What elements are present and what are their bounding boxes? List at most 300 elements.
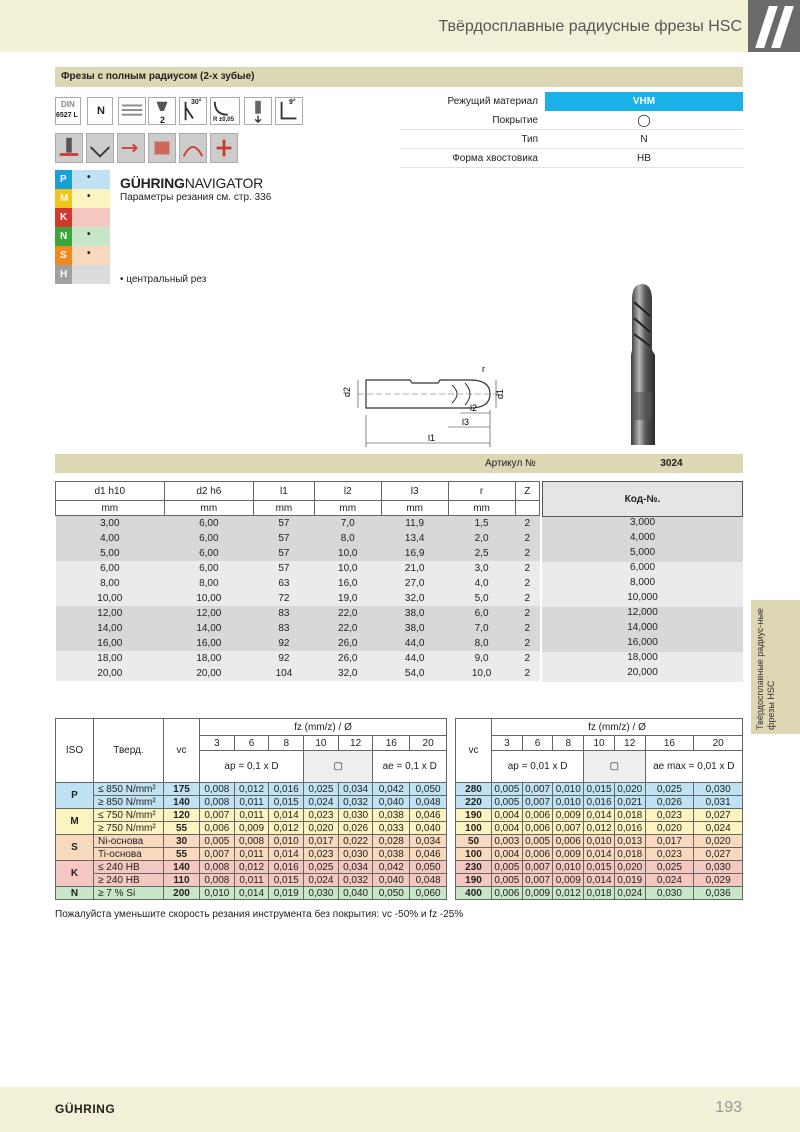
vc-value: 110 bbox=[164, 874, 200, 887]
table-row bbox=[56, 501, 540, 516]
fz-value: 0,016 bbox=[584, 796, 615, 809]
ae-label: ae = 0,1 x D bbox=[373, 751, 447, 783]
svg-text:l1: l1 bbox=[428, 433, 436, 443]
fz-value: 0,011 bbox=[234, 874, 269, 887]
table-cell: d2 h6 bbox=[164, 482, 253, 501]
table-cell: 8,00 bbox=[199, 577, 219, 589]
fz-value: 0,021 bbox=[614, 796, 645, 809]
fz-value: 0,046 bbox=[410, 848, 447, 861]
table-row bbox=[56, 666, 540, 681]
table-cell bbox=[515, 501, 539, 516]
table-cell: mm bbox=[254, 501, 315, 516]
table-cell: 3,0 bbox=[474, 562, 489, 574]
cutting-table-left bbox=[55, 718, 447, 900]
footnote: Пожалуйста уменьшите скорость резания инструмента без покрытия: vc -50% и fz -25% bbox=[55, 909, 464, 920]
fz-value: 0,018 bbox=[614, 848, 645, 861]
cutting-row bbox=[456, 835, 743, 848]
fz-value: 0,023 bbox=[645, 809, 694, 822]
hardness: Ti-основа bbox=[94, 848, 164, 861]
table-cell: 20,00 bbox=[196, 667, 222, 679]
diameter-header: 6 bbox=[522, 736, 553, 751]
fz-value: 0,015 bbox=[269, 796, 304, 809]
iso-letter: K bbox=[55, 208, 72, 227]
iso-dot: • bbox=[87, 191, 91, 202]
cutting-row bbox=[56, 822, 447, 835]
cutting-row bbox=[56, 861, 447, 874]
iso-dot: • bbox=[87, 172, 91, 183]
diameter-header: 20 bbox=[694, 736, 743, 751]
fz-value: 0,015 bbox=[269, 874, 304, 887]
table-row bbox=[56, 576, 540, 591]
vc-header: vc bbox=[164, 719, 200, 783]
table-row bbox=[56, 621, 540, 636]
diameter-header: 6 bbox=[234, 736, 269, 751]
fz-value: 0,030 bbox=[694, 861, 743, 874]
diameter-header: 3 bbox=[492, 736, 523, 751]
hardness: ≥ 750 N/mm² bbox=[94, 822, 164, 835]
ap-label: ap = 0,1 x D bbox=[200, 751, 304, 783]
table-cell: 57 bbox=[278, 532, 290, 544]
fz-value: 0,006 bbox=[200, 822, 235, 835]
iso-row-m bbox=[55, 189, 110, 208]
cutting-row bbox=[456, 848, 743, 861]
fz-value: 0,026 bbox=[645, 796, 694, 809]
code-value: 8,000 bbox=[542, 577, 743, 592]
spec-coating: Покрытие ◯ bbox=[400, 111, 743, 130]
table-cell: 32,0 bbox=[404, 592, 425, 604]
fz-value: 0,006 bbox=[492, 887, 523, 900]
fz-value: 0,005 bbox=[492, 796, 523, 809]
table-cell: 63 bbox=[278, 577, 290, 589]
table-cell: 2 bbox=[524, 637, 531, 649]
iso-letter: N bbox=[55, 227, 72, 246]
table-cell: 9,0 bbox=[474, 652, 489, 664]
vc-value: 55 bbox=[164, 848, 200, 861]
fz-value: 0,007 bbox=[553, 822, 584, 835]
table-cell: 16,00 bbox=[97, 637, 123, 649]
fz-value: 0,010 bbox=[553, 783, 584, 796]
fz-value: 0,004 bbox=[492, 822, 523, 835]
table-cell: 16,9 bbox=[404, 547, 425, 559]
flutes-icon: 2 bbox=[148, 97, 176, 125]
fz-value: 0,032 bbox=[338, 874, 373, 887]
code-value: 12,000 bbox=[542, 607, 743, 622]
diameter-header: 16 bbox=[373, 736, 410, 751]
fz-value: 0,006 bbox=[522, 822, 553, 835]
cutting-row bbox=[456, 861, 743, 874]
fz-value: 0,060 bbox=[410, 887, 447, 900]
table-cell: 38,0 bbox=[404, 622, 425, 634]
fz-value: 0,027 bbox=[694, 809, 743, 822]
application-icon bbox=[148, 133, 176, 163]
fz-value: 0,040 bbox=[373, 874, 410, 887]
table-row bbox=[56, 606, 540, 621]
fz-value: 0,050 bbox=[410, 861, 447, 874]
fz-value: 0,005 bbox=[492, 783, 523, 796]
fz-value: 0,009 bbox=[553, 848, 584, 861]
code-value: 6,000 bbox=[542, 562, 743, 577]
iso-letter: H bbox=[55, 265, 72, 284]
table-cell: 22,0 bbox=[338, 622, 358, 634]
vc-value: 30 bbox=[164, 835, 200, 848]
table-cell: 10,0 bbox=[338, 562, 358, 574]
fz-value: 0,003 bbox=[492, 835, 523, 848]
fz-value: 0,004 bbox=[492, 848, 523, 861]
fz-value: 0,015 bbox=[584, 783, 615, 796]
tool-photo bbox=[622, 280, 666, 450]
vc-value: 140 bbox=[164, 861, 200, 874]
fz-value: 0,010 bbox=[584, 835, 615, 848]
fz-header: fz (mm/z) / Ø bbox=[492, 719, 743, 736]
fz-value: 0,030 bbox=[338, 809, 373, 822]
fz-value: 0,050 bbox=[373, 887, 410, 900]
fz-value: 0,020 bbox=[694, 835, 743, 848]
fz-value: 0,033 bbox=[373, 822, 410, 835]
fz-value: 0,034 bbox=[410, 835, 447, 848]
table-cell: 2,5 bbox=[474, 547, 489, 559]
table-cell: 6,00 bbox=[199, 532, 219, 544]
svg-text:l2: l2 bbox=[470, 403, 478, 413]
fz-value: 0,034 bbox=[338, 861, 373, 874]
table-row bbox=[56, 531, 540, 546]
vc-value: 100 bbox=[456, 822, 492, 835]
table-cell: 44,0 bbox=[404, 637, 425, 649]
radius-tolerance-icon: R ±0,05 bbox=[210, 97, 240, 125]
diameter-header: 8 bbox=[553, 736, 584, 751]
table-cell: l1 bbox=[254, 482, 315, 501]
vc-value: 50 bbox=[456, 835, 492, 848]
table-cell: 2 bbox=[524, 577, 531, 589]
type-n-icon: N bbox=[87, 97, 113, 125]
code-header: Код-№. bbox=[542, 481, 743, 517]
fz-value: 0,010 bbox=[553, 796, 584, 809]
fz-value: 0,046 bbox=[410, 809, 447, 822]
fz-value: 0,029 bbox=[694, 874, 743, 887]
hardness: ≤ 240 HB bbox=[94, 861, 164, 874]
table-cell: 21,0 bbox=[404, 562, 425, 574]
table-cell: 92 bbox=[278, 637, 290, 649]
table-cell: 5,00 bbox=[100, 547, 120, 559]
table-cell: 10,00 bbox=[196, 592, 222, 604]
code-value: 16,000 bbox=[542, 637, 743, 652]
fz-value: 0,023 bbox=[304, 848, 339, 861]
vc-value: 175 bbox=[164, 783, 200, 796]
brand-corner-logo bbox=[748, 0, 800, 52]
spec-type: Тип N bbox=[400, 130, 743, 149]
cutting-row bbox=[456, 874, 743, 887]
cutting-row bbox=[56, 874, 447, 887]
fz-value: 0,030 bbox=[645, 887, 694, 900]
table-cell: 57 bbox=[278, 517, 290, 529]
fz-value: 0,014 bbox=[584, 809, 615, 822]
fz-value: 0,009 bbox=[522, 887, 553, 900]
code-value: 3,000 bbox=[542, 517, 743, 532]
svg-text:l3: l3 bbox=[462, 417, 470, 427]
table-cell: 2 bbox=[524, 562, 531, 574]
table-cell: 38,0 bbox=[404, 607, 425, 619]
table-cell: 8,00 bbox=[100, 577, 120, 589]
fz-value: 0,030 bbox=[304, 887, 339, 900]
fz-value: 0,017 bbox=[304, 835, 339, 848]
iso-group: K bbox=[56, 861, 94, 887]
fz-value: 0,032 bbox=[338, 796, 373, 809]
table-cell: 8,0 bbox=[474, 637, 489, 649]
table-cell: 14,00 bbox=[196, 622, 222, 634]
fz-value: 0,040 bbox=[373, 796, 410, 809]
fz-value: 0,014 bbox=[269, 848, 304, 861]
vc-value: 280 bbox=[456, 783, 492, 796]
table-cell: 20,00 bbox=[97, 667, 123, 679]
fz-value: 0,013 bbox=[614, 835, 645, 848]
fz-value: 0,030 bbox=[338, 848, 373, 861]
fz-value: 0,019 bbox=[269, 887, 304, 900]
iso-dot: • bbox=[87, 248, 91, 259]
diameter-header: 10 bbox=[584, 736, 615, 751]
fz-value: 0,007 bbox=[522, 783, 553, 796]
iso-group: N bbox=[56, 887, 94, 900]
fz-value: 0,025 bbox=[645, 861, 694, 874]
iso-group: P bbox=[56, 783, 94, 809]
diameter-header: 10 bbox=[304, 736, 339, 751]
table-cell: mm bbox=[381, 501, 448, 516]
center-cut-icon bbox=[244, 97, 272, 125]
table-cell: 10,0 bbox=[471, 667, 492, 679]
table-cell: d1 h10 bbox=[56, 482, 165, 501]
iso-letter: M bbox=[55, 189, 72, 208]
table-cell: 6,00 bbox=[199, 517, 219, 529]
hardness-header: Тверд. bbox=[94, 719, 164, 783]
code-value: 20,000 bbox=[542, 667, 743, 682]
fz-value: 0,025 bbox=[645, 783, 694, 796]
fz-value: 0,042 bbox=[373, 861, 410, 874]
fz-value: 0,007 bbox=[522, 861, 553, 874]
svg-text:d1: d1 bbox=[495, 388, 505, 399]
fz-value: 0,007 bbox=[522, 796, 553, 809]
fz-value: 0,008 bbox=[200, 861, 235, 874]
table-cell: 2 bbox=[524, 622, 531, 634]
fz-value: 0,005 bbox=[492, 861, 523, 874]
table-cell: mm bbox=[164, 501, 253, 516]
cutting-row bbox=[56, 783, 447, 796]
iso-row-h bbox=[55, 265, 110, 284]
fz-value: 0,050 bbox=[410, 783, 447, 796]
hardness: Ni-основа bbox=[94, 835, 164, 848]
fz-value: 0,014 bbox=[234, 887, 269, 900]
diameter-header: 16 bbox=[645, 736, 694, 751]
fz-value: 0,016 bbox=[269, 861, 304, 874]
table-cell: 7,0 bbox=[340, 517, 355, 529]
table-cell: 19,0 bbox=[338, 592, 358, 604]
fz-value: 0,020 bbox=[614, 861, 645, 874]
fz-value: 0,006 bbox=[522, 809, 553, 822]
table-cell: 1,5 bbox=[474, 517, 489, 529]
table-cell: 13,4 bbox=[404, 532, 425, 544]
iso-dot: • bbox=[87, 229, 91, 240]
article-band: Артикул № 3024 bbox=[55, 454, 743, 473]
fz-value: 0,028 bbox=[373, 835, 410, 848]
table-cell: mm bbox=[448, 501, 515, 516]
fz-value: 0,027 bbox=[694, 848, 743, 861]
diameter-header: 12 bbox=[614, 736, 645, 751]
fz-value: 0,015 bbox=[584, 861, 615, 874]
fz-value: 0,024 bbox=[694, 822, 743, 835]
table-cell: mm bbox=[314, 501, 381, 516]
fz-value: 0,030 bbox=[694, 783, 743, 796]
table-cell: 11,9 bbox=[405, 517, 425, 529]
application-icon bbox=[210, 133, 238, 163]
fz-value: 0,009 bbox=[553, 874, 584, 887]
diameter-header: 12 bbox=[338, 736, 373, 751]
cutting-row bbox=[56, 835, 447, 848]
table-row bbox=[56, 651, 540, 666]
fz-value: 0,012 bbox=[553, 887, 584, 900]
table-cell: 72 bbox=[278, 592, 290, 604]
iso-letter: P bbox=[55, 170, 72, 189]
code-value: 18,000 bbox=[542, 652, 743, 667]
iso-group: S bbox=[56, 835, 94, 861]
table-row bbox=[56, 591, 540, 606]
table-cell: 104 bbox=[275, 667, 293, 679]
fz-value: 0,020 bbox=[614, 783, 645, 796]
vc-value: 230 bbox=[456, 861, 492, 874]
fz-value: 0,014 bbox=[584, 848, 615, 861]
table-cell: 54,0 bbox=[404, 667, 425, 679]
fz-value: 0,008 bbox=[200, 796, 235, 809]
fz-value: 0,019 bbox=[614, 874, 645, 887]
table-cell: mm bbox=[56, 501, 165, 516]
iso-row-n bbox=[55, 227, 110, 246]
section-title: Фрезы с полным радиусом (2-х зубые) bbox=[55, 67, 743, 87]
fz-value: 0,012 bbox=[584, 822, 615, 835]
fz-value: 0,014 bbox=[584, 874, 615, 887]
vc-value: 190 bbox=[456, 809, 492, 822]
fz-value: 0,048 bbox=[410, 874, 447, 887]
fz-value: 0,005 bbox=[200, 835, 235, 848]
fz-value: 0,010 bbox=[200, 887, 235, 900]
page-number: 193 bbox=[715, 1099, 742, 1116]
table-cell: 26,0 bbox=[338, 652, 358, 664]
code-value: 4,000 bbox=[542, 532, 743, 547]
table-cell: 8,0 bbox=[340, 532, 355, 544]
fz-value: 0,008 bbox=[200, 783, 235, 796]
fz-value: 0,011 bbox=[234, 796, 269, 809]
dimensions-table bbox=[55, 481, 540, 681]
vc-value: 140 bbox=[164, 796, 200, 809]
vc-value: 120 bbox=[164, 809, 200, 822]
table-cell: 14,00 bbox=[97, 622, 123, 634]
svg-text:r: r bbox=[482, 364, 485, 374]
cutting-row bbox=[456, 822, 743, 835]
spec-cutting-material: Режущий материал VHM bbox=[400, 92, 743, 111]
spec-shank: Форма хвостовика HB bbox=[400, 149, 743, 168]
cutting-row bbox=[56, 809, 447, 822]
fz-value: 0,024 bbox=[614, 887, 645, 900]
vc-value: 190 bbox=[456, 874, 492, 887]
table-cell: 10,0 bbox=[338, 547, 358, 559]
fz-value: 0,034 bbox=[338, 783, 373, 796]
cutting-row bbox=[56, 887, 447, 900]
fz-value: 0,042 bbox=[373, 783, 410, 796]
fz-value: 0,016 bbox=[614, 822, 645, 835]
ap-label: ap = 0,01 x D bbox=[492, 751, 584, 783]
fz-value: 0,007 bbox=[522, 874, 553, 887]
table-cell: 4,0 bbox=[474, 577, 489, 589]
ae-label: ae max = 0,01 x D bbox=[645, 751, 742, 783]
table-cell: 57 bbox=[278, 547, 290, 559]
din-icon: DIN 6527 L bbox=[55, 97, 81, 125]
code-value: 5,000 bbox=[542, 547, 743, 562]
table-row bbox=[56, 561, 540, 576]
application-icon bbox=[86, 133, 114, 163]
fz-value: 0,005 bbox=[522, 835, 553, 848]
fz-header: fz (mm/z) / Ø bbox=[200, 719, 447, 736]
strategy-icon: ▢ bbox=[584, 751, 645, 783]
table-cell: r bbox=[448, 482, 515, 501]
fz-value: 0,011 bbox=[234, 809, 269, 822]
hardness: ≤ 750 N/mm² bbox=[94, 809, 164, 822]
taper-angle-icon: 9° bbox=[275, 97, 303, 125]
footer-band bbox=[0, 1087, 800, 1132]
fz-value: 0,011 bbox=[234, 848, 269, 861]
fz-value: 0,038 bbox=[373, 848, 410, 861]
vc-value: 220 bbox=[456, 796, 492, 809]
table-cell: 7,0 bbox=[474, 622, 489, 634]
hardness: ≤ 850 N/mm² bbox=[94, 783, 164, 796]
cutting-row bbox=[456, 783, 743, 796]
fz-value: 0,016 bbox=[269, 783, 304, 796]
fz-value: 0,006 bbox=[522, 848, 553, 861]
fz-value: 0,010 bbox=[269, 835, 304, 848]
table-cell: 2 bbox=[524, 517, 531, 529]
fz-value: 0,007 bbox=[200, 809, 235, 822]
page-title: Твёрдосплавные радиусные фрезы HSC bbox=[438, 18, 742, 35]
table-cell: 2 bbox=[524, 592, 531, 604]
table-cell: 16,0 bbox=[338, 577, 358, 589]
code-column bbox=[542, 517, 743, 682]
side-tab: Твёрдосплавные радиус-ные фрезы HSC bbox=[751, 600, 800, 734]
table-cell: Z bbox=[515, 482, 539, 501]
table-cell: 2 bbox=[524, 532, 531, 544]
vc-value: 200 bbox=[164, 887, 200, 900]
table-row bbox=[56, 636, 540, 651]
table-cell: 44,0 bbox=[404, 652, 425, 664]
diameter-header: 20 bbox=[410, 736, 447, 751]
strategy-icon: ▢ bbox=[304, 751, 373, 783]
fz-value: 0,024 bbox=[304, 796, 339, 809]
table-cell: 92 bbox=[278, 652, 290, 664]
table-row bbox=[56, 482, 540, 501]
cutting-row bbox=[456, 809, 743, 822]
fz-value: 0,006 bbox=[553, 835, 584, 848]
application-icon bbox=[179, 133, 207, 163]
table-cell: 6,00 bbox=[199, 562, 219, 574]
hardness: ≥ 850 N/mm² bbox=[94, 796, 164, 809]
fz-value: 0,020 bbox=[645, 822, 694, 835]
cutting-table-right bbox=[455, 718, 743, 900]
fz-value: 0,036 bbox=[694, 887, 743, 900]
table-cell: 83 bbox=[278, 622, 290, 634]
table-cell: 12,00 bbox=[97, 607, 123, 619]
table-cell: l3 bbox=[381, 482, 448, 501]
table-cell: 2 bbox=[524, 652, 531, 664]
table-cell: 6,00 bbox=[100, 562, 120, 574]
table-cell: 2,0 bbox=[474, 532, 489, 544]
table-cell: 18,00 bbox=[196, 652, 222, 664]
table-cell: 57 bbox=[278, 562, 290, 574]
table-cell: 2 bbox=[524, 547, 531, 559]
table-cell: l2 bbox=[314, 482, 381, 501]
table-row bbox=[56, 516, 540, 531]
